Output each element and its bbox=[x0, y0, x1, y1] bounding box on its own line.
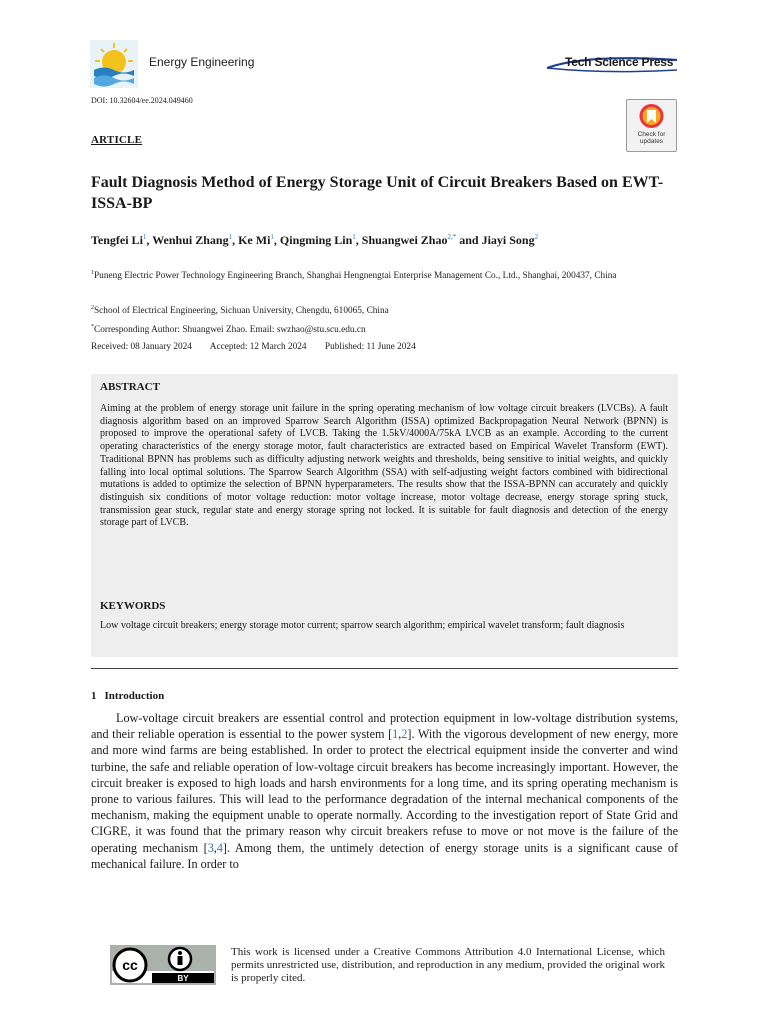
citation-link[interactable]: 1 bbox=[392, 727, 399, 742]
journal-logo-icon bbox=[90, 40, 138, 88]
author-affiliation-link[interactable]: 1 bbox=[352, 233, 356, 241]
paper-title: Fault Diagnosis Method of Energy Storage Unit of Circuit Breakers Based on EWT-ISSA-BP bbox=[91, 174, 664, 212]
author-name: Shuangwei Zhao bbox=[361, 233, 448, 247]
keywords-text: Low voltage circuit breakers; energy storage motor current; sparrow search algorithm; empirical wavelet transform; fault diagnosis bbox=[100, 620, 625, 631]
svg-text:cc: cc bbox=[122, 957, 138, 973]
author-separator: , bbox=[146, 233, 153, 247]
journal-name: Energy Engineering bbox=[149, 55, 255, 69]
paragraph-text: , bbox=[213, 840, 217, 855]
check-for-updates-button[interactable] bbox=[626, 99, 677, 152]
section-number: 1 bbox=[91, 690, 97, 702]
affiliation-text: School of Electrical Engineering, Sichuan University, Chengdu, 610065, China bbox=[94, 306, 389, 317]
paragraph-text: ]. Among them, the untimely detection of energy storage units is a significant cause of mechanical failure. In order to bbox=[91, 840, 679, 871]
paragraph-text: ]. With the vigorous development of new energy, more and more wind farms are being established. In order to protect the electrical equipment inside the converter and wind turbine, the safe and reliable operation of low-voltage circuit breakers has become increasingly important. However, the circuit breaker is exposed to high loads and harsh environments for a long time, and its spring operating mechanism is prone to various failures. This will lead to the performance degradation of the internal mechanical components of the mechanism, making the equipment unable to operate normally. According to the investigation report of State Grid and CIGRE, it was found that the primary reason why circuit breakers refuse to move or not move is the failure of the operating mechanism [ bbox=[91, 727, 679, 855]
doi[interactable]: DOI: 10.32604/ee.2024.049460 bbox=[91, 96, 193, 105]
author-affiliation-link[interactable]: 1 bbox=[142, 233, 147, 241]
keywords-heading: KEYWORDS bbox=[100, 600, 166, 612]
cc-label: BY bbox=[177, 974, 189, 983]
author-affiliation-link[interactable]: 2 bbox=[534, 233, 539, 241]
author-name: Wenhui Zhang bbox=[152, 233, 229, 247]
publisher-name: Tech Science Press bbox=[565, 55, 674, 69]
article-type: ARTICLE bbox=[91, 134, 143, 146]
author-list bbox=[91, 233, 691, 248]
author-name: Jiayi Song bbox=[481, 233, 535, 247]
corresponding-author bbox=[91, 321, 681, 336]
paragraph-text: Low-voltage circuit breakers are essential control and protection equipment in low-voltage distribution systems, and their reliable operation is essential to the power system [ bbox=[91, 711, 678, 742]
affiliation-mark: * bbox=[91, 324, 94, 330]
author-separator: , bbox=[232, 233, 239, 247]
affiliation-mark: 2 bbox=[91, 305, 94, 311]
cc-by-license-icon[interactable] bbox=[110, 945, 216, 985]
citation-link[interactable]: 2 bbox=[401, 727, 408, 742]
paragraph-text: , bbox=[398, 727, 402, 742]
citation-link[interactable]: 4 bbox=[216, 840, 223, 855]
bookmark-icon bbox=[627, 102, 676, 132]
published-date: Published: 11 June 2024 bbox=[324, 342, 416, 352]
author-affiliation-link[interactable]: 1 bbox=[270, 233, 274, 241]
license-text: This work is licensed under a Creative Commons Attribution 4.0 International License, which permits unrestricted use, distribution, and reproduction in any medium, provided the original work is properly cited. bbox=[231, 946, 665, 985]
abstract-text: Aiming at the problem of energy storage unit failure in the spring operating mechanism of low voltage circuit breakers (LVCBs). A fault diagnosis algorithm based on an improved Sparrow Search Algorithm (ISSA) optimized Backpropagation Neural Network (BPNN) is proposed to improve the operational safety of LVCB. Taking the 1.5kV/4000A/75kA LVCB as an example. According to the current operating characteristics of the energy storage motor, fault characteristics are extracted based on Empirical Wavelet Transform (EWT). Traditional BPNN has problems such as difficulty adjusting network weights and thresholds, being sensitive to initial weights, and quickly falling into local optimal solutions. The Sparrow Search Algorithm (SSA) with self-adjusting weight factors combined with bidirectional mutations is added to optimize the selection of BPNN hyperparameters. The results show that the ISSA-BPNN can accurately and quickly distinguish six conditions of motor voltage reduction: motor voltage increase, motor voltage decrease, energy storage spring stuck, transmission gear stuck, regular state and energy storage spring not locked. It is suitable for fault diagnosis and detection of the energy storage part of LVCB. bbox=[100, 403, 668, 529]
accepted-date: Accepted: 12 March 2024 bbox=[209, 342, 307, 352]
check-updates-label: Check for updates bbox=[637, 131, 666, 145]
affiliation-text: Puneng Electric Power Technology Engineering Branch, Shanghai Hengnengtai Enterprise Management Co., Ltd., Shanghai, 200437, China bbox=[94, 271, 617, 282]
author-affiliation-link[interactable]: 1 bbox=[228, 233, 233, 241]
author-separator: , bbox=[273, 233, 280, 247]
section-title: Introduction bbox=[104, 690, 165, 702]
author-name: Tengfei Li bbox=[91, 233, 143, 247]
section-heading-introduction bbox=[91, 690, 164, 702]
author-separator: and bbox=[456, 233, 482, 247]
abstract-heading: ABSTRACT bbox=[100, 381, 160, 393]
author-name: Ke Mi bbox=[238, 233, 271, 247]
publication-dates bbox=[91, 342, 432, 352]
author-name: Qingming Lin bbox=[279, 233, 353, 247]
author-separator: , bbox=[355, 233, 362, 247]
affiliation-text: Corresponding Author: Shuangwei Zhao. Email: swzhao@stu.scu.edu.cn bbox=[94, 325, 366, 336]
received-date: Received: 08 January 2024 bbox=[91, 342, 192, 352]
introduction-paragraph bbox=[91, 710, 678, 872]
affiliation-1 bbox=[91, 267, 681, 282]
citation-link[interactable]: 3 bbox=[207, 840, 214, 855]
affiliation-2 bbox=[91, 302, 681, 317]
author-affiliation-link[interactable]: 2,* bbox=[447, 233, 457, 241]
affiliation-mark: 1 bbox=[91, 270, 94, 276]
section-divider bbox=[91, 668, 678, 669]
